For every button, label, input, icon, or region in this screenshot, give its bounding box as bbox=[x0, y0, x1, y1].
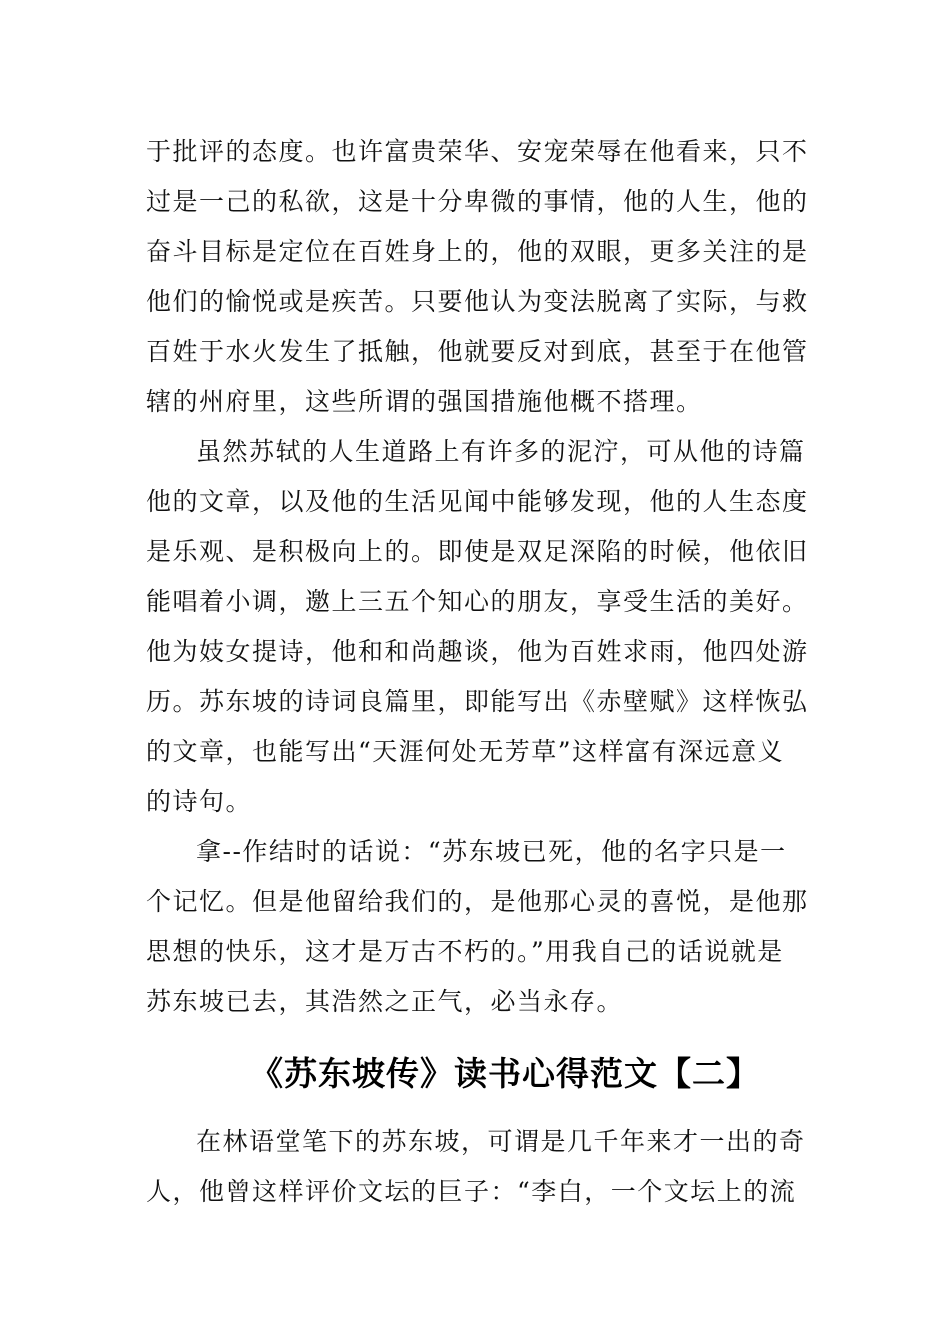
text-line: 个记忆。但是他留给我们的，是他那心灵的喜悦，是他那 bbox=[146, 887, 809, 916]
text-line: 他的文章，以及他的生活见闻中能够发现，他的人生态度 bbox=[146, 487, 809, 516]
text-line: 拿--作结时的话说：“苏东坡已死，他的名字只是一 bbox=[196, 837, 787, 866]
text-line: 百姓于水火发生了抵触，他就要反对到底，甚至于在他管 bbox=[146, 337, 809, 366]
text-line: 人，他曾这样评价文坛的巨子：“李白，一个文坛上的流 bbox=[146, 1177, 797, 1206]
text-line: 辖的州府里，这些所谓的强国措施他概不搭理。 bbox=[146, 387, 703, 416]
text-line: 于批评的态度。也许富贵荣华、安宠荣辱在他看来，只不 bbox=[146, 137, 809, 166]
text-line: 是乐观、是积极向上的。即使是双足深陷的时候，他依旧 bbox=[146, 537, 809, 566]
text-line: 过是一己的私欲，这是十分卑微的事情，他的人生，他的 bbox=[146, 187, 809, 216]
text-line: 思想的快乐，这才是万古不朽的。”用我自己的话说就是 bbox=[146, 937, 784, 966]
text-line: 的诗句。 bbox=[146, 787, 253, 816]
text-line: 历。苏东坡的诗词良篇里，即能写出《赤壁赋》这样恢弘 bbox=[146, 687, 809, 716]
text-line: 他们的愉悦或是疾苦。只要他认为变法脱离了实际，与救 bbox=[146, 287, 809, 316]
text-line: 能唱着小调，邀上三五个知心的朋友，享受生活的美好。 bbox=[146, 587, 809, 616]
text-line: 的文章，也能写出“天涯何处无芳草”这样富有深远意义 bbox=[146, 737, 785, 766]
text-line: 奋斗目标是定位在百姓身上的，他的双眼，更多关注的是 bbox=[146, 237, 809, 266]
text-line: 虽然苏轼的人生道路上有许多的泥泞，可从他的诗篇 bbox=[196, 437, 806, 466]
text-line: 他为妓女提诗，他和和尚趣谈，他为百姓求雨，他四处游 bbox=[146, 637, 809, 666]
section-heading: 《苏东坡传》读书心得范文【二】 bbox=[250, 1054, 760, 1093]
text-line: 在林语堂笔下的苏东坡，可谓是几千年来才一出的奇 bbox=[196, 1127, 806, 1156]
text-line: 苏东坡已去，其浩然之正气，必当永存。 bbox=[146, 987, 624, 1016]
